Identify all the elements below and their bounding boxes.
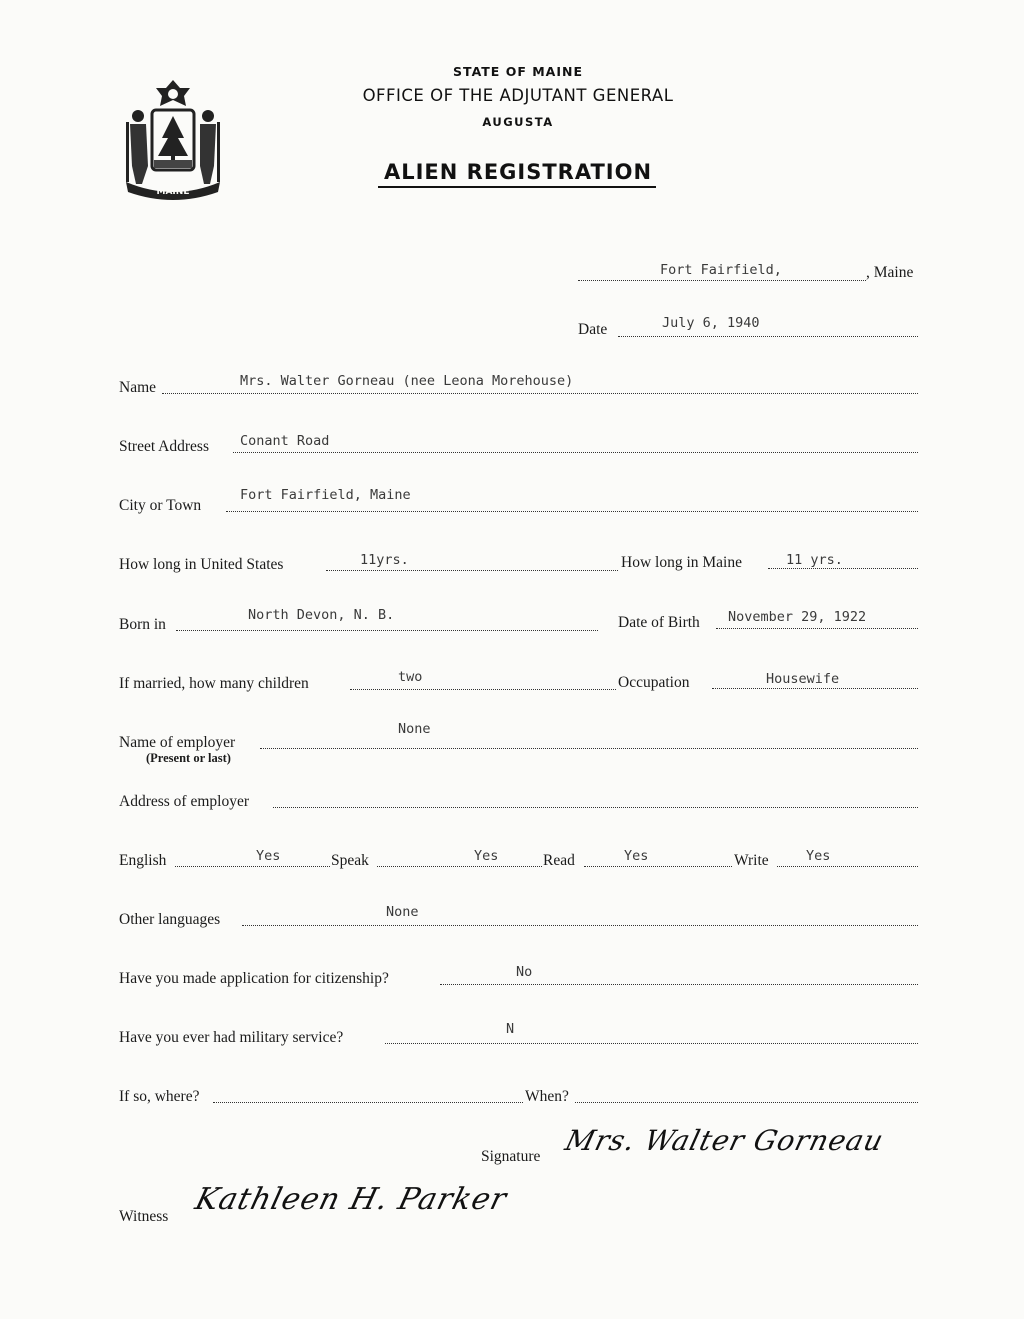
employer-sublabel: (Present or last) bbox=[146, 751, 231, 765]
citizenship-value: No bbox=[516, 964, 533, 980]
date-value: July 6, 1940 bbox=[662, 315, 760, 331]
years-maine-label: How long in Maine bbox=[621, 554, 742, 571]
date-label: Date bbox=[578, 321, 608, 338]
form-title: ALIEN REGISTRATION bbox=[383, 160, 653, 184]
witness-label: Witness bbox=[119, 1208, 169, 1225]
place-line bbox=[578, 280, 866, 281]
write-value: Yes bbox=[806, 848, 831, 864]
when-line bbox=[575, 1102, 918, 1103]
children-label: If married, how many children bbox=[119, 675, 309, 692]
where-label: If so, where? bbox=[119, 1088, 200, 1105]
citizenship-label: Have you made application for citizenship? bbox=[119, 970, 389, 987]
dob-label: Date of Birth bbox=[618, 614, 700, 631]
occupation-label: Occupation bbox=[618, 674, 690, 691]
employer-line bbox=[260, 748, 918, 749]
born-in-line bbox=[176, 630, 598, 631]
years-us-line bbox=[326, 570, 618, 571]
city-label: City or Town bbox=[119, 497, 202, 514]
other-languages-value: None bbox=[386, 904, 419, 920]
dob-value: November 29, 1922 bbox=[728, 609, 867, 625]
speak-value: Yes bbox=[474, 848, 499, 864]
read-line bbox=[584, 866, 732, 867]
signature-label: Signature bbox=[481, 1148, 541, 1165]
office-heading: OFFICE OF THE ADJUTANT GENERAL bbox=[362, 86, 674, 105]
read-label: Read bbox=[543, 852, 575, 869]
children-value: two bbox=[398, 669, 423, 685]
english-label: English bbox=[119, 852, 167, 869]
title-underline bbox=[378, 186, 656, 188]
children-line bbox=[350, 689, 616, 690]
dob-line bbox=[716, 628, 918, 629]
military-line bbox=[385, 1043, 918, 1044]
english-line bbox=[175, 866, 330, 867]
citizenship-line bbox=[440, 984, 918, 985]
born-in-label: Born in bbox=[119, 616, 166, 633]
years-maine-line bbox=[768, 568, 918, 569]
occupation-line bbox=[712, 688, 918, 689]
state-heading: STATE OF MAINE bbox=[453, 64, 583, 79]
street-label: Street Address bbox=[119, 438, 209, 455]
street-line bbox=[233, 452, 918, 453]
place-value: Fort Fairfield, bbox=[660, 262, 782, 278]
write-label: Write bbox=[734, 852, 769, 869]
employer-address-label: Address of employer bbox=[119, 793, 249, 810]
english-value: Yes bbox=[256, 848, 281, 864]
other-languages-label: Other languages bbox=[119, 911, 221, 928]
name-value: Mrs. Walter Gorneau (nee Leona Morehouse) bbox=[240, 373, 574, 389]
date-line bbox=[618, 336, 918, 337]
witness-handwriting: Kathleen H. Parker bbox=[191, 1182, 511, 1217]
name-line bbox=[162, 393, 918, 394]
when-label: When? bbox=[525, 1088, 569, 1105]
city-heading: AUGUSTA bbox=[482, 115, 554, 129]
years-us-value: 11yrs. bbox=[360, 552, 409, 568]
occupation-value: Housewife bbox=[766, 671, 840, 687]
city-line bbox=[226, 511, 918, 512]
military-value: N bbox=[506, 1021, 515, 1037]
employer-address-line bbox=[273, 807, 918, 808]
read-value: Yes bbox=[624, 848, 649, 864]
where-line bbox=[213, 1102, 523, 1103]
svg-text:MAINE: MAINE bbox=[156, 187, 190, 197]
street-value: Conant Road bbox=[240, 433, 330, 449]
name-label: Name bbox=[119, 379, 157, 396]
place-suffix-label: , Maine bbox=[866, 264, 914, 281]
military-label: Have you ever had military service? bbox=[119, 1029, 344, 1046]
signature-handwriting: Mrs. Walter Gorneau bbox=[561, 1124, 888, 1157]
write-line bbox=[777, 866, 918, 867]
born-in-value: North Devon, N. B. bbox=[248, 607, 395, 623]
employer-label: Name of employer bbox=[119, 734, 236, 751]
years-us-label: How long in United States bbox=[119, 556, 284, 573]
speak-line bbox=[377, 866, 542, 867]
other-languages-line bbox=[242, 925, 918, 926]
speak-label: Speak bbox=[331, 852, 369, 869]
city-value: Fort Fairfield, Maine bbox=[240, 487, 411, 503]
employer-value: None bbox=[398, 721, 431, 737]
years-maine-value: 11 yrs. bbox=[786, 552, 843, 568]
